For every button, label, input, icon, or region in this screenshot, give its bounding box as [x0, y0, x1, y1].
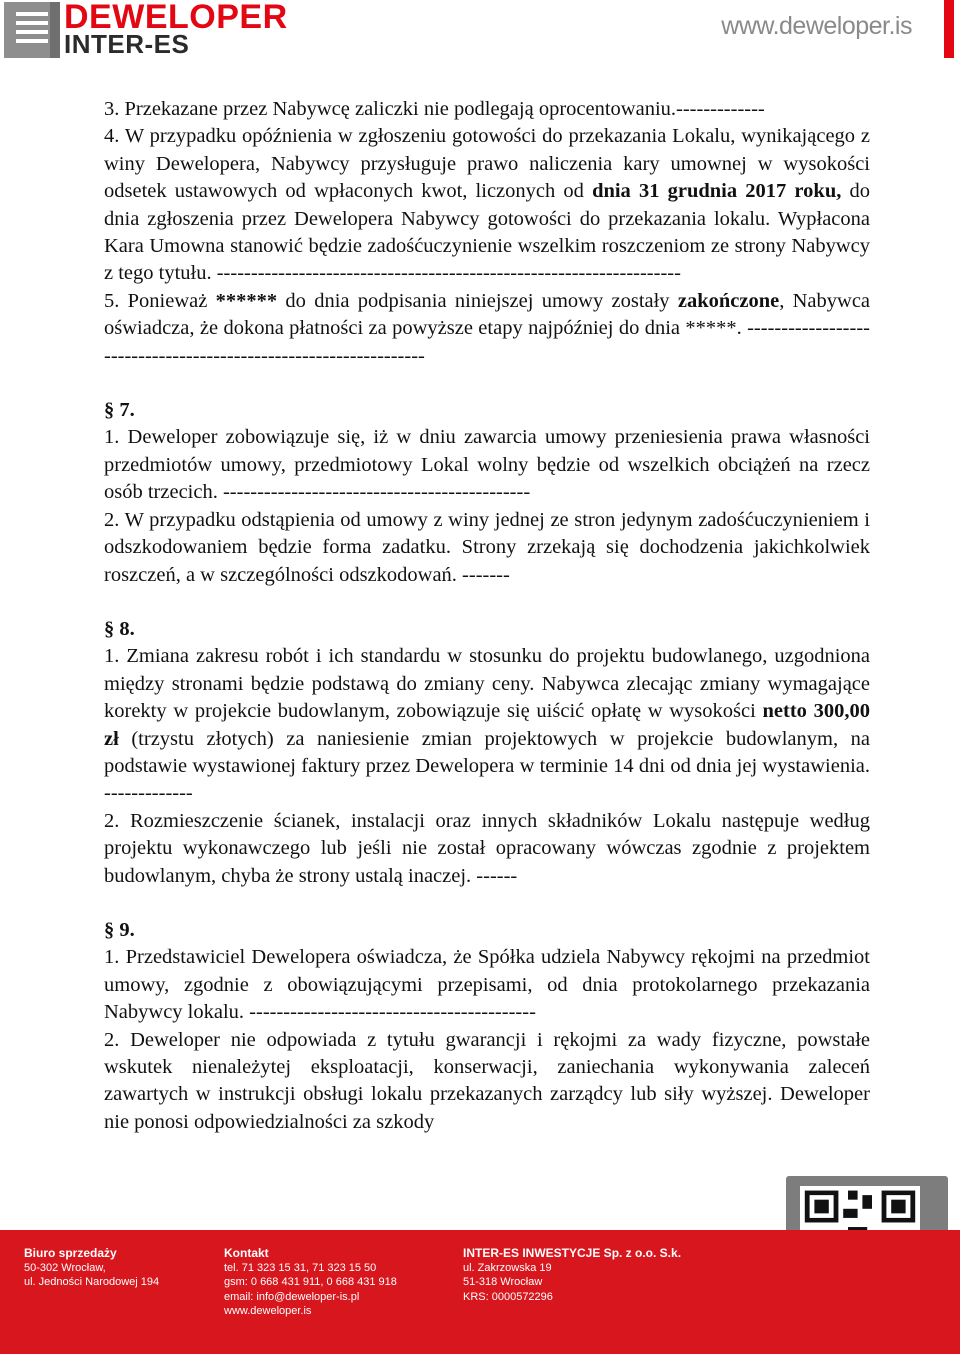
section-8-paragraph-2: 2. Rozmieszczenie ścianek, instalacji oraz innych składników Lokalu następuje według projektu wykonawczego lub jeśli nie został opracowany wówczas zgodnie z projektem budowlanym, chyba że strony ustalą inaczej. ------: [104, 809, 870, 887]
page-header: [0, 0, 960, 64]
header-accent-bar: [944, 0, 954, 58]
footer-website[interactable]: www.deweloper.is: [224, 1305, 312, 1317]
building-logo-icon: [4, 2, 60, 58]
paragraph-5: 5. Ponieważ ****** do dnia podpisania niniejszej umowy zostały zakończone, Nabywca oświadcza, że dokona płatności za powyższe etapy najpóźniej do dnia *****. -----------------------------------------------------------------: [104, 289, 871, 367]
footer-sales-office: Biuro sprzedaży 50-302 Wrocław, ul. Jedności Narodowej 194: [24, 1246, 160, 1288]
footer-email[interactable]: email: info@deweloper-is.pl: [224, 1290, 360, 1303]
section-9-paragraph-1: 1. Przedstawiciel Dewelopera oświadcza, że Spółka udziela Nabywcy rękojmi na przedmiot umowy, zgodnie z obowiązującymi przepisami, od dnia protokolarnego przekazania Nabywcy lokalu. ------------------------------------------: [104, 946, 870, 1024]
section-9-title: § 9.: [104, 918, 135, 941]
section-8-title: § 8.: [104, 617, 135, 640]
section-8-paragraph-1: 1. Zmiana zakresu robót i ich standardu w stosunku do projektu budowlanego, uzgodniona między stronami będzie podstawą do zmiany ceny. Nabywca zlecając zmiany wymagające korekty w projekcie budowlanym, zobowiązuje się uiścić opłatę w wysokości netto 300,00 zł (trzystu złotych) za naniesienie zmian projektowych w projekcie budowlanym, na podstawie wystawionej faktury przez Dewelopera w terminie 14 dni od dnia jej wystawienia. -------------: [104, 645, 870, 805]
document-body: [104, 96, 870, 1136]
section-7-paragraph-1: 1. Deweloper zobowiązuje się, iż w dniu zawarcia umowy przeniesienia prawa własności przedmiotów umowy, przedmiotowy Lokal wolny będzie od wszelkich obciążeń na rzecz osób trzecich. ---------------------------------------------: [104, 426, 870, 504]
paragraph-4: 4. W przypadku opóźnienia w zgłoszeniu gotowości do przekazania Lokalu, wynikającego z winy Dewelopera, Nabywcy przysługuje prawo naliczenia kary umownej w wysokości odsetek ustawowych od wpłaconych kwot, liczonych od dnia 31 grudnia 2017 roku, do dnia zgłoszenia przez Dewelopera Nabywcy gotowości do przekazania lokalu. Wypłacona Kara Umowna stanowić będzie zadośćuczynienie wszelkim roszczeniom ze strony Nabywcy z tego tytułu. --------------------------------------------------------------------: [104, 125, 870, 285]
brand-subname: INTER-ES: [64, 29, 190, 59]
section-9-paragraph-2: 2. Deweloper nie odpowiada z tytułu gwarancji i rękojmi za wady fizyczne, powstałe wskutek nienależytej eksploatacji, konserwacji, zaniechania wykonywania zaleceń zawartych w instrukcji obsługi lokalu przekazanych zarządcy lub siły wyższej. Deweloper nie ponosi odpowiedzialności za szkody: [104, 1028, 870, 1133]
footer-company: INTER-ES INWESTYCJE Sp. z o.o. S.k. ul. Zakrzowska 19 51-318 Wrocław KRS: 0000572296: [463, 1246, 682, 1303]
paragraph-3: 3. Przekazane przez Nabywcę zaliczki nie podlegają oprocentowaniu.-------------: [104, 98, 765, 120]
page-footer: [0, 1230, 960, 1354]
brand-name: DEWELOPER: [64, 0, 288, 36]
website-url: www.deweloper.is: [721, 12, 912, 40]
section-7-paragraph-2: 2. W przypadku odstąpienia od umowy z winy jednej ze stron jedynym zadośćuczynieniem i odszkodowaniem będzie forma zadatku. Strony zrzekają się dochodzenia jakichkolwiek roszczeń, a w szczególności odszkodowań. -------: [104, 508, 870, 586]
footer-contact: Kontakt tel. 71 323 15 31, 71 323 15 50 gsm: 0 668 431 911, 0 668 431 918 email: info@deweloper-is.pl www.deweloper.is: [224, 1246, 397, 1317]
section-7-title: § 7.: [104, 399, 135, 422]
